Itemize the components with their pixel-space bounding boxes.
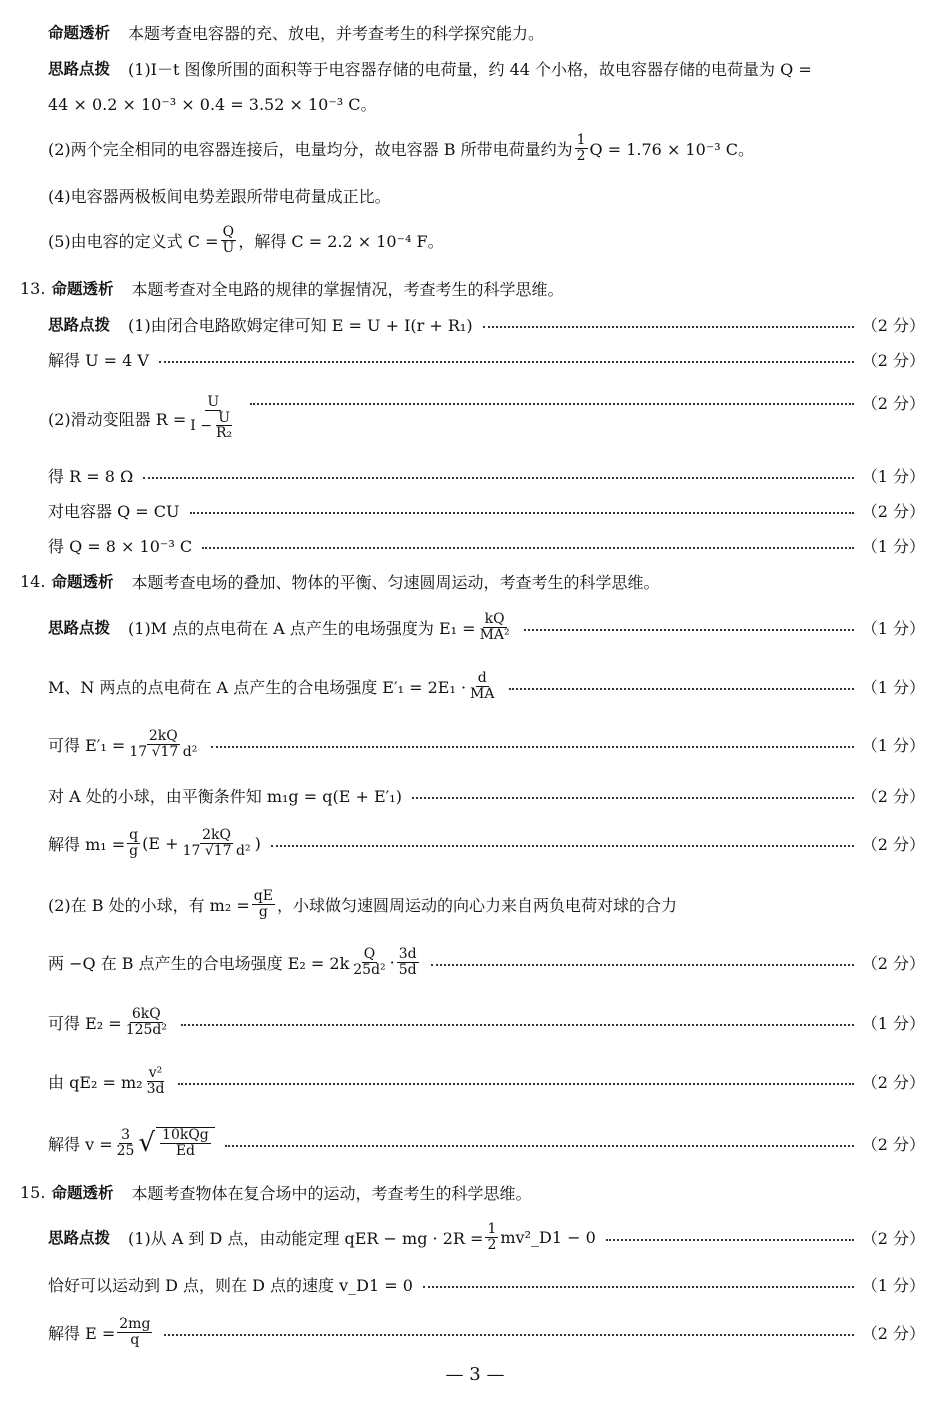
fraction: $\frac{2kQ}{\text{17 √17 d²}}$ — [182, 826, 251, 859]
q15-row3 — [48, 1310, 925, 1354]
q14-row6 — [48, 882, 925, 926]
hint-tag: 思路点拨 — [48, 60, 111, 78]
score: （1 分） — [861, 1013, 925, 1033]
q12-analysis-line — [48, 20, 925, 44]
q13-row5 — [48, 497, 925, 523]
dot-leader — [211, 746, 853, 748]
analysis-tag: 命题透析 — [51, 1184, 114, 1202]
score: （2 分） — [861, 834, 925, 854]
q13-row4 — [48, 462, 925, 488]
q12-l5a: (5)由电容的定义式 C = — [48, 231, 219, 251]
q12-l5-line — [48, 220, 925, 260]
q13-row3 — [48, 382, 925, 454]
fraction: $\frac{3}{25}$ — [116, 1126, 135, 1159]
dot-leader — [606, 1239, 854, 1241]
hint-tag: 思路点拨 — [48, 619, 111, 637]
score: （2 分） — [861, 1134, 925, 1154]
q15-analysis-line — [20, 1180, 925, 1204]
dot-leader — [524, 629, 854, 631]
q15-r1-text: (1)从 A 到 D 点，由动能定理 qER − mg · 2R = — [128, 1228, 484, 1248]
score: （1 分） — [861, 536, 925, 556]
dot-leader — [202, 547, 854, 549]
fraction: $\frac{qE}{g}$ — [253, 887, 273, 920]
q14-row10 — [48, 1120, 925, 1166]
score: （2 分） — [861, 1228, 925, 1248]
score: （2 分） — [861, 1323, 925, 1343]
fraction: $\frac{Q}{\text{25d²}}$ — [353, 945, 386, 978]
q14-r5c: ) — [254, 833, 261, 853]
q15-row1 — [48, 1215, 925, 1259]
fraction: U I − $\frac{U}{\text{R₂}}$ — [190, 393, 233, 442]
fraction: $\frac{q}{g}$ — [129, 826, 139, 859]
q15-r3-text: 解得 E = — [48, 1323, 116, 1343]
dot-leader — [159, 361, 854, 363]
q14-r3-text: 可得 E′₁ = — [48, 735, 126, 755]
dot-leader — [483, 326, 854, 328]
q14-row4 — [48, 782, 925, 808]
fraction: $\frac{2mg}{q}$ — [119, 1315, 151, 1348]
q14-row5 — [48, 820, 925, 866]
q13-r4-text: 得 R = 8 Ω — [48, 466, 134, 486]
q15-r2-text: 恰好可以运动到 D 点，则在 D 点的速度 v_D1 = 0 — [48, 1275, 413, 1295]
page-number: — 3 — — [445, 1364, 505, 1385]
q12-l5b: ，解得 C = 2.2 × 10⁻⁴ F。 — [238, 231, 444, 251]
fraction: $\frac{1}{2}$ — [576, 131, 586, 164]
q13-r5-text: 对电容器 Q = CU — [48, 501, 180, 521]
dot-leader — [225, 1145, 854, 1147]
q13-row2 — [48, 346, 925, 372]
score: （1 分） — [861, 466, 925, 486]
sqrt-sign: √ — [138, 1128, 156, 1158]
dot-operator: · — [389, 952, 395, 972]
score: （2 分） — [861, 315, 925, 335]
q14-r8-text: 可得 E₂ = — [48, 1013, 122, 1033]
dot-leader — [181, 1024, 854, 1026]
dot-leader — [164, 1334, 853, 1336]
q14-row7 — [48, 940, 925, 984]
q12-l3-line — [48, 128, 925, 168]
q14-row3 — [48, 722, 925, 766]
fraction: $\frac{kQ}{\text{MA²}}$ — [479, 610, 510, 643]
dot-leader — [271, 845, 854, 847]
q13-row1 — [48, 311, 925, 337]
analysis-tag: 命题透析 — [48, 24, 111, 42]
q12-l2-line — [48, 90, 925, 116]
q13-row6 — [48, 532, 925, 558]
q14-r10-text: 解得 v = — [48, 1134, 113, 1154]
score: （2 分） — [861, 501, 925, 521]
q14-r5-text: 解得 m₁ = — [48, 834, 126, 854]
hint-tag: 思路点拨 — [48, 316, 111, 334]
analysis-text: 本题考查电容器的充、放电，并考查考生的科学探究能力。 — [128, 23, 545, 43]
analysis-text: 本题考查物体在复合场中的运动，考查考生的科学思维。 — [131, 1183, 532, 1203]
hint-tag: 思路点拨 — [48, 1229, 111, 1247]
sqrt-radicand: $\frac{\text{10kQg}}{Ed}$ — [156, 1127, 215, 1158]
q14-r5b: (E + — [142, 833, 179, 853]
q14-row1 — [48, 605, 925, 649]
fraction: $\frac{6kQ}{\text{125d²}}$ — [125, 1005, 167, 1038]
q12-hint-line — [48, 55, 925, 81]
q14-row2 — [48, 664, 925, 708]
analysis-text: 本题考查电场的叠加、物体的平衡、匀速圆周运动，考查考生的科学思维。 — [131, 572, 660, 592]
score: （2 分） — [861, 1072, 925, 1092]
score: （2 分） — [861, 393, 925, 413]
q12-l4: (4)电容器两极板间电势差跟所带电荷量成正比。 — [48, 186, 391, 206]
q12-l4-line — [48, 182, 925, 208]
question-number: 14. — [20, 571, 46, 591]
dot-leader — [509, 688, 854, 690]
q14-r9-text: 由 qE₂ = m₂ — [48, 1072, 143, 1092]
q14-r4-text: 对 A 处的小球，由平衡条件知 m₁g = q(E + E′₁) — [48, 786, 402, 806]
q14-r6a: (2)在 B 处的小球，有 m₂ = — [48, 895, 250, 915]
score: （1 分） — [861, 677, 925, 697]
q15-row2 — [48, 1271, 925, 1297]
dot-leader — [412, 797, 854, 799]
dot-leader — [423, 1286, 854, 1288]
score: （2 分） — [861, 350, 925, 370]
question-number: 15. — [20, 1182, 46, 1202]
q14-row9 — [48, 1059, 925, 1103]
score: （2 分） — [861, 953, 925, 973]
dot-leader — [178, 1083, 853, 1085]
q15-r1b: mv²_D1 − 0 — [500, 1227, 596, 1247]
analysis-tag: 命题透析 — [51, 573, 114, 591]
q12-l1: (1)I－t 图像所围的面积等于电容器存储的电荷量，约 44 个小格，故电容器存储的电荷量为 Q = — [128, 59, 812, 79]
q13-r6-text: 得 Q = 8 × 10⁻³ C — [48, 536, 193, 556]
q12-l2: 44 × 0.2 × 10⁻³ × 0.4 = 3.52 × 10⁻³ C。 — [48, 94, 377, 114]
dot-leader — [431, 964, 854, 966]
q13-analysis-line — [20, 276, 925, 300]
score: （1 分） — [861, 618, 925, 638]
question-number: 13. — [20, 278, 46, 298]
score: （1 分） — [861, 735, 925, 755]
q13-r3-text: (2)滑动变阻器 R = — [48, 409, 187, 429]
fraction: $\frac{Q}{U}$ — [222, 223, 235, 256]
fraction: $\frac{3d}{5d}$ — [398, 945, 417, 978]
dot-leader — [250, 403, 854, 405]
dot-leader — [143, 477, 853, 479]
score: （2 分） — [861, 786, 925, 806]
q12-l3a: (2)两个完全相同的电容器连接后，电量均分，故电容器 B 所带电荷量约为 — [48, 139, 573, 159]
fraction: $\frac{\text{v²}}{3d}$ — [146, 1064, 165, 1097]
q14-r6b: ，小球做匀速圆周运动的向心力来自两负电荷对球的合力 — [276, 895, 677, 915]
fraction: $\frac{2kQ}{\text{17 √17 d²}}$ — [129, 727, 198, 760]
dot-leader — [190, 512, 854, 514]
q14-analysis-line — [20, 569, 925, 593]
analysis-text: 本题考查对全电路的规律的掌握情况，考查考生的科学思维。 — [131, 279, 564, 299]
q13-r1-text: (1)由闭合电路欧姆定律可知 E = U + I(r + R₁) — [128, 315, 473, 335]
fraction: $\frac{1}{2}$ — [487, 1220, 497, 1253]
score: （1 分） — [861, 1275, 925, 1295]
q14-r7-text: 两 −Q 在 B 点产生的合电场强度 E₂ = 2k — [48, 953, 350, 973]
q13-r2-text: 解得 U = 4 V — [48, 350, 149, 370]
fraction: $\frac{d}{MA}$ — [470, 669, 495, 702]
q14-row8 — [48, 1000, 925, 1044]
q14-r2-text: M、N 两点的点电荷在 A 点产生的合电场强度 E′₁ = 2E₁ · — [48, 677, 467, 697]
q12-l3b: Q = 1.76 × 10⁻³ C。 — [589, 139, 754, 159]
analysis-tag: 命题透析 — [51, 280, 114, 298]
q14-r1-text: (1)M 点的点电荷在 A 点产生的电场强度为 E₁ = — [128, 618, 476, 638]
